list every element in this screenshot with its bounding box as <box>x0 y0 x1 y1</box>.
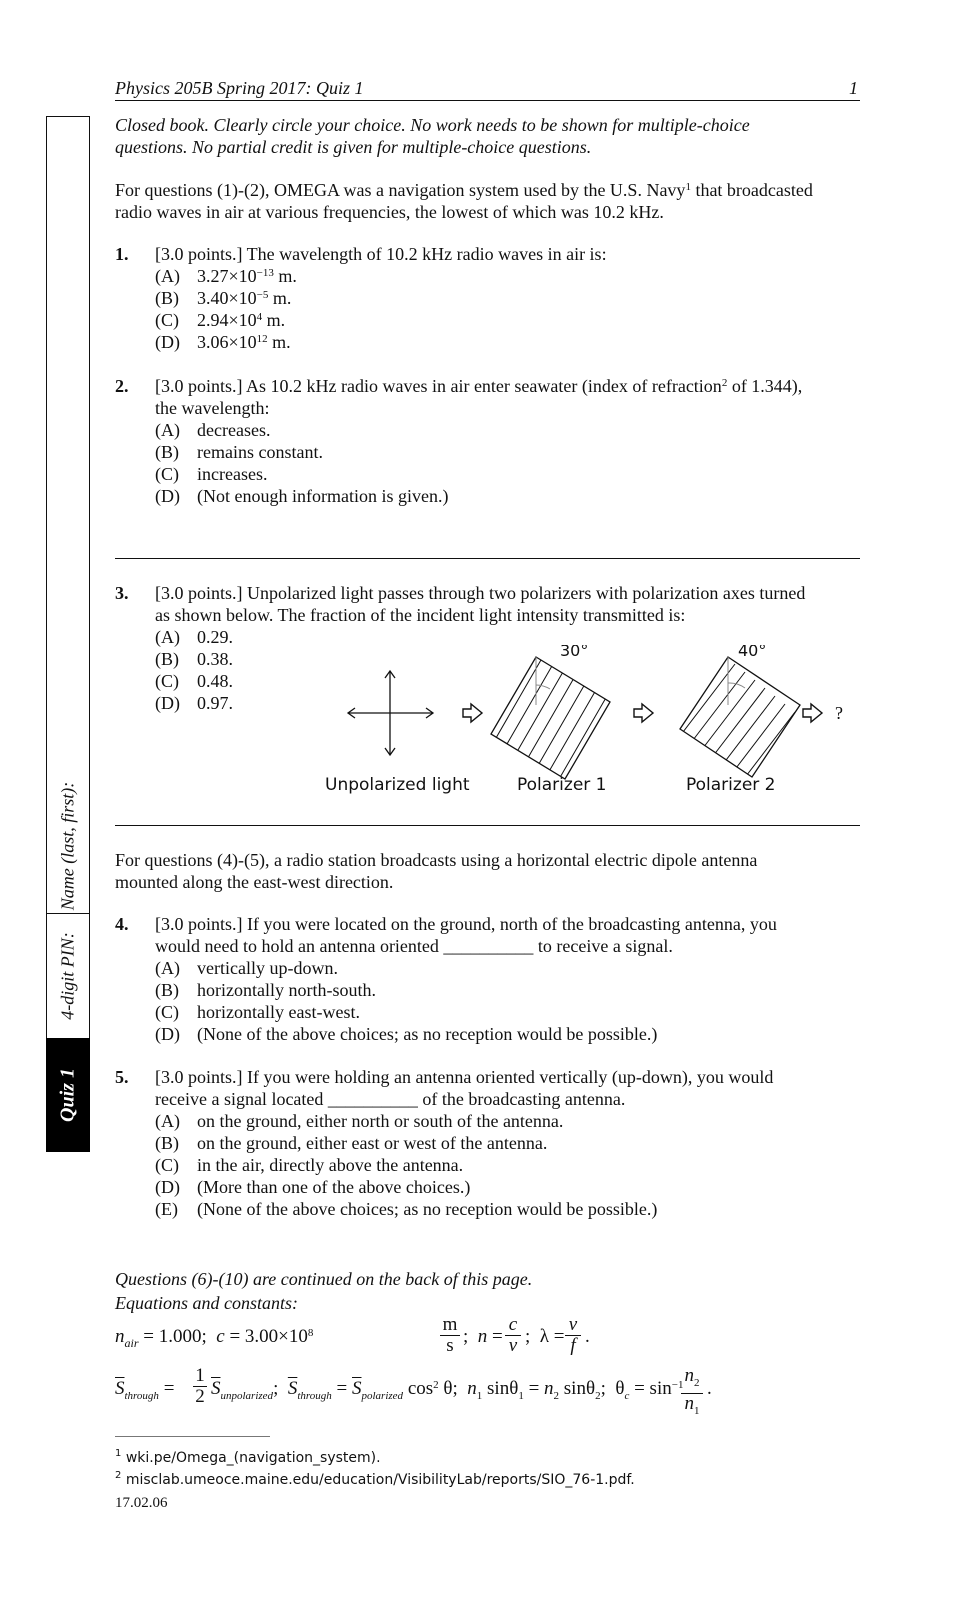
label-polarizer-1: Polarizer 1 <box>517 775 607 795</box>
quiz-label: Quiz 1 <box>56 1068 79 1122</box>
question-3-stem-line-2: as shown below. The fraction of the incident light intensity transmitted is: <box>155 605 686 625</box>
question-2-stem-line-1: [3.0 points.] As 10.2 kHz radio waves in air enter seawater (index of refraction$^2$ of 1.344), <box>155 376 803 396</box>
question-5-stem-line-2: receive a signal located __________ of the broadcasting antenna. <box>155 1089 626 1109</box>
pin-label: 4-digit PIN: <box>57 932 78 1020</box>
output-question-mark: ? <box>835 703 843 723</box>
page-number: 1 <box>849 78 858 98</box>
footnote-1-link[interactable]: wki.pe/Omega_(navigation_system). <box>125 1450 381 1466</box>
equations-line-1: $n_{air} = 1.000$; $c = 3.00\times 10^8$ m s ; n = c v ; λ = v f . <box>115 1314 590 1356</box>
intro-omega-line-1: For questions (1)-(2), OMEGA was a navigation system used by the U.S. Navy$^1$ that broadcasted <box>115 180 813 200</box>
question-1-number: 1. <box>115 244 129 264</box>
question-3-stem-line-1: [3.0 points.] Unpolarized light passes through two polarizers with polarization axes turned <box>155 583 806 603</box>
arrow-right-icon-1 <box>463 704 482 722</box>
page-header <box>115 78 860 101</box>
question-4-number: 4. <box>115 914 129 934</box>
c-units: m s <box>440 1315 460 1356</box>
question-5-stem-line-1: [3.0 points.] If you were holding an antenna oriented vertically (up-down), you would <box>155 1067 774 1087</box>
question-5-number: 5. <box>115 1067 129 1087</box>
version-stamp: 17.02.06 <box>115 1495 168 1511</box>
arrow-right-icon-2 <box>634 704 653 722</box>
polarizer-diagram <box>320 645 880 815</box>
question-4-stem-line-1: [3.0 points.] If you were located on the ground, north of the broadcasting antenna, you <box>155 914 777 934</box>
question-4-stem-line-2: would need to hold an antenna oriented __________ to receive a signal. <box>155 936 673 956</box>
footnote-ref-1: 1 <box>685 181 691 193</box>
pin-field[interactable] <box>46 914 90 1038</box>
question-2-stem-line-2: the wavelength: <box>155 398 270 418</box>
arrow-right-icon-3 <box>803 704 822 722</box>
question-1-stem: [3.0 points.] The wavelength of 10.2 kHz radio waves in air is: <box>155 244 607 264</box>
unpolarized-light-icon <box>348 671 433 755</box>
question-3-number: 3. <box>115 583 129 603</box>
intro-antenna <box>115 849 757 893</box>
label-unpolarized-light: Unpolarized light <box>325 775 470 795</box>
intro-antenna-line-1: For questions (4)-(5), a radio station broadcasts using a horizontal electric dipole antenna <box>115 850 758 870</box>
label-polarizer-2: Polarizer 2 <box>686 775 776 795</box>
quiz-label-box <box>46 1038 90 1152</box>
divider-1 <box>115 558 860 559</box>
name-label: Name (last, first): <box>57 781 78 910</box>
intro-antenna-line-2: mounted along the east-west direction. <box>115 872 394 892</box>
footnote-ref-2: 2 <box>721 377 728 389</box>
equations-title: Equations and constants: <box>115 1293 298 1313</box>
c-value: 3.00×10 <box>244 1326 308 1347</box>
n-air-value: 1.000 <box>158 1326 202 1347</box>
question-2-number: 2. <box>115 376 129 396</box>
intro-omega <box>115 179 813 223</box>
name-field[interactable] <box>46 778 90 914</box>
instructions-line-2: questions. No partial credit is given for multiple-choice questions. <box>115 137 592 157</box>
footnote-1: $^1$ wki.pe/Omega_(navigation_system). <box>115 1448 381 1466</box>
footnote-2-link[interactable]: misclab.umeoce.maine.edu/education/VisibilityLab/reports/SIO_76-1.pdf. <box>125 1472 635 1488</box>
header-title: Physics 205B Spring 2017: Quiz 1 <box>115 78 364 98</box>
footnote-separator <box>115 1436 270 1437</box>
footnote-2: $^2$ misclab.umeoce.maine.edu/education/VisibilityLab/reports/SIO_76-1.pdf. <box>115 1470 635 1488</box>
divider-2 <box>115 825 860 826</box>
polarizer-2-angle: 40° <box>738 645 767 660</box>
intro-omega-line-2: radio waves in air at various frequencies, the lowest of which was 10.2 kHz. <box>115 202 664 222</box>
equations-line-2: $\overline{S}_{through}$ = 1 2 $\overline{S}_{unpolarized}$; $\overline{S}_{through} = \overline{S}_{polarized}$ $\cos^2 \theta$; $n_1$ $\sin\theta_1 = n_2$ sinθ$_2$; $\theta_c = \sin^{-1}$ $n_2$ $n_1$ . <box>115 1365 712 1417</box>
polarizer-1-angle: 30° <box>560 645 589 660</box>
instructions-line-1: Closed book. Clearly circle your choice. No work needs to be shown for multiple-choice <box>115 115 750 135</box>
continued-note: Questions (6)-(10) are continued on the back of this page. <box>115 1269 533 1289</box>
instructions <box>115 114 750 158</box>
